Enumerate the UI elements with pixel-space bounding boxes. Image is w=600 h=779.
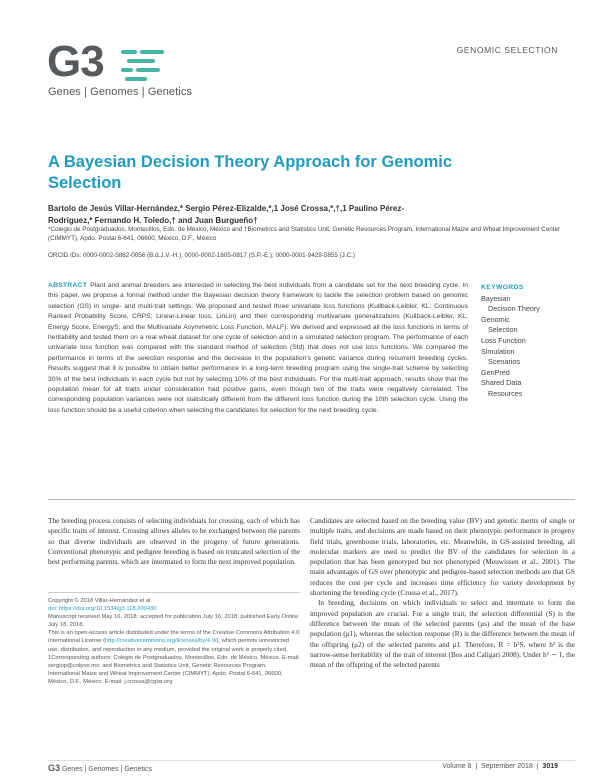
footer-date: September 2018: [481, 763, 533, 770]
copyright-line: Copyright © 2018 Villar-Hernández et al.: [48, 598, 153, 604]
keyword-item: Loss Function: [481, 335, 526, 345]
keyword-item: Bayesian: [481, 293, 511, 303]
doi-link[interactable]: doi: https://doi.org/10.1534/g3.118.200430: [48, 606, 157, 613]
footnote-divider: [48, 592, 300, 593]
footer-volume: Volume 8: [442, 763, 472, 770]
affiliations: *Colegio de Postgraduados, Montecillos, Edo. de México, México and †Biometrics and Statistics Unit, Genetic Resources Program, International Maize and Wheat Improvement Center (CIMMYT), Apdo. Postal 6-641, 06600, México, D.F., México: [48, 226, 561, 242]
license-text-end: ), which permits unrestricted use, distribution, and reproduction in any medium, provided the original work is properly cited.: [48, 638, 290, 653]
keywords-heading: KEYWORDS: [481, 284, 524, 291]
license-link[interactable]: http://creativecommons.org/licenses/by/4.0/: [105, 638, 217, 645]
abstract: [48, 281, 468, 416]
author-list: Bartolo de Jesús Villar-Hernández,* Sergio Pérez-Elizalde,*,1 José Crossa,*,†,1 Paulino Pérez-Rodríguez,* Fernando H. Toledo,† and Juan Burgueño†: [48, 204, 404, 225]
body-paragraph: Candidates are selected based on the breeding value (BV) and genetic merits of single or multiple traits, and decisions are made based on their phenotypic performance in progeny field trials, greenhouse trials, laboratories, etc. Meanwhile, in GS-assisted breeding, all molecular markers are used to predict the BV of the candidates for selection in a population that has been genotyped but not phenotyped (Meuwissen et al., 2001). The main advantages of GS over phenotypic and pedigree-based selection methods are that GS reduces the cost per cycle and increases time efficiency for variety development by shortening the breeding cycle (Crossa et al., 2017).: [310, 516, 575, 598]
corresponding-authors: 1Corresponding authors: Colegio de Postgraduados, Montecillos, Edo. de México, México. E-mail: sergiop@colpos.mx; and Biometrics and Statistics Unit, Genetic Resources Program, International Maize and Wheat Improvement Center (CIMMYT), Apdo. Postal 6-641, 06600, México, D.F., México. E-mail: j.crossa@cgiar.org: [48, 654, 300, 685]
journal-logo-bars: [121, 48, 165, 84]
footer-logo: G3: [48, 763, 61, 773]
keyword-item: Simulation: [481, 346, 515, 356]
article-title: A Bayesian Decision Theory Approach for Genomic Selection: [48, 153, 453, 192]
orcid-ids: ORCID IDs: 0000-0002-5862-0056 (B.d.J.V.-H.); 0000-0002-1605-0817 (S.P.-E.); 0000-0001-9429-5855 (J.C.): [48, 252, 355, 259]
keyword-item: Shared Data: [481, 378, 522, 388]
footer-journal: [48, 763, 152, 773]
keyword-item: Genomic: [481, 314, 510, 324]
section-divider: [48, 499, 575, 500]
keyword-item: GenPred: [481, 367, 510, 377]
keyword-item: Decision Theory: [488, 304, 540, 314]
body-paragraph: In breeding, decisions on which individuals to select and intermate to form the improved population are crucial. For a single trait, the selection differential (S) is the difference between the mean of the selected parents (μs) and the mean of the base population (μ1), whereas the selection response (R) is the difference between the mean of the offspring (μ2) of the selected parents and μ1. Therefore, R = h²S, where h² is the narrow-sense heritability of the trait of interest (Bos and Caligari 2008). Under h² ∼ 1, the mean of the offspring of the selected parents: [310, 598, 575, 670]
page-number: 3019: [542, 763, 558, 770]
footer-divider: [48, 760, 575, 761]
journal-logo: G3: [47, 37, 104, 86]
keyword-item: Scenarios: [488, 357, 520, 367]
footer-journal-name: Genes | Genomes | Genetics: [61, 766, 152, 773]
article-metadata: [48, 597, 300, 686]
abstract-label: ABSTRACT: [48, 282, 88, 289]
body-left-intro: The breeding process consists of selecting individuals for crossing, each of which has specific traits of interest. Crossing allows alleles to be exchanged between the parents so that diverse individuals are observed in the progeny of future generations. Conventional phenotypic and pedigree breeding is based on truncated selection of the best performing parents, which are intermated to form the next improved population.: [48, 516, 300, 567]
journal-subtitle: Genes | Genomes | Genetics: [48, 86, 193, 98]
keywords-box: [481, 283, 571, 400]
license-text: [48, 629, 300, 653]
manuscript-dates: Manuscript received May 16, 2018; accepted for publication July 16, 2018; published Early Online July 18, 2018.: [48, 614, 299, 629]
abstract-text: Plant and animal breeders are interested in selecting the best individuals from a candidate set for the next breeding cycle. In this paper, we propose a formal method under the Bayesian decision theory framework to tackle the selection problem based on genomic selection (GS) in single- and multi-trait settings. We proposed and tested three univariate loss functions (Kullback-Leibler, KL; Continuous Ranked Probability Score, CRPS; Linear-Linear loss, LinLin) and their corresponding multivariate generalizations (Kullback-Leibler, KL; Energy Score, EnergyS; and the Multivariate Asymmetric Loss Function, MALF). We derived and expressed all the loss functions in terms of heritability and tested them on a real wheat dataset for one cycle of selection and in a simulated selection program. The performance of each univariate loss function was compared with the standard method of selection (Std) that does not use loss functions. We compared the performance in terms of the selection response and the decrease in the population’s genetic variance during recurrent breeding cycles. Results suggest that it is possible to obtain better performance in a long-term breeding program using the single-trait scheme by selecting 30% of the best individuals in each cycle but not by selecting 10% of the best individuals. For the multi-trait approach, results show that the population mean for all traits under consideration had positive gains, even though two of the traits were negatively correlated. The corresponding population variances were not statistically different from the different loss function during the 10th selection cycle. Using the loss function should be a useful criterion when selecting the candidates for selection for the next breeding cycle.: [48, 282, 468, 414]
body-right-column: [310, 516, 575, 670]
license-text-start: This is an open-access article distributed under the terms of the Creative Commons Attribution 4.0 International License (: [48, 630, 300, 645]
keyword-item: Resources: [488, 388, 523, 398]
footer-issue: Volume 8 | September 2018 | 3019: [442, 763, 558, 770]
section-label: GENOMIC SELECTION: [456, 45, 558, 55]
keyword-item: Selection: [488, 325, 518, 335]
